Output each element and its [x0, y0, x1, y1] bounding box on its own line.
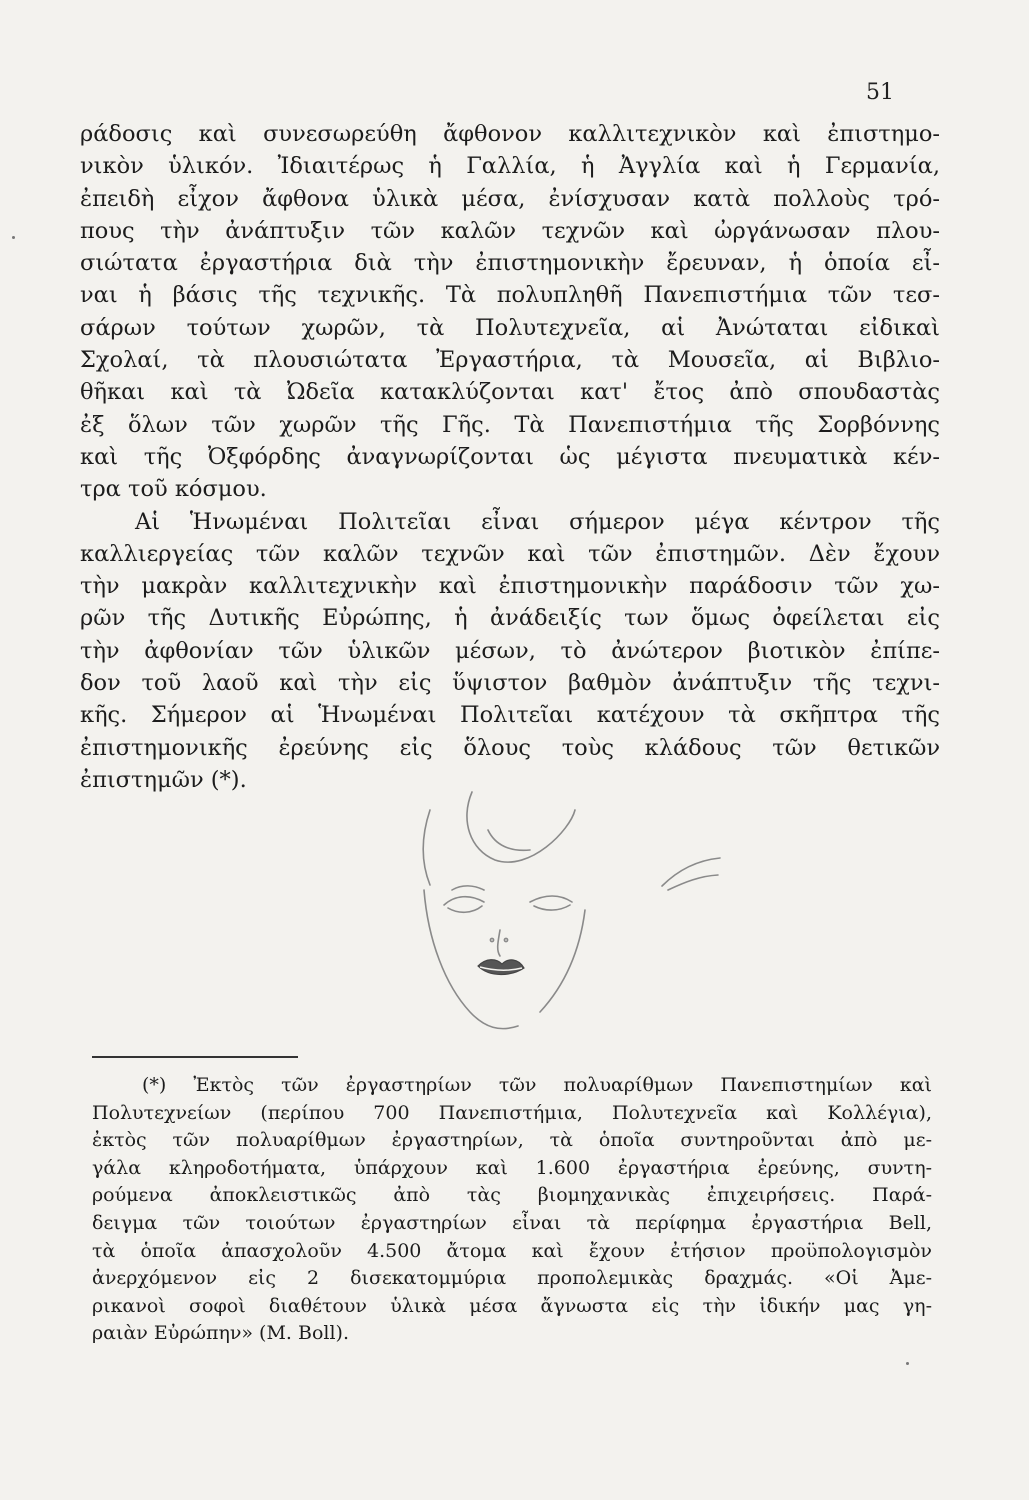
body-line: δον τοῦ λαοῦ καὶ τὴν εἰς ὕψιστον βαθμὸν ἀνάπτυξιν τῆς τεχνι-: [80, 670, 940, 697]
body-line: ἐπειδὴ εἶχον ἄφθονα ὑλικὰ μέσα, ἐνίσχυσαν κατὰ πολλοὺς τρό-: [80, 185, 940, 212]
face-sketch-drawing: [400, 790, 730, 1050]
body-line: τρα τοῦ κόσμου.: [80, 476, 267, 503]
body-line: ναι ἡ βάσις τῆς τεχνικῆς. Τὰ πολυπληθῆ Πανεπιστήμια τῶν τεσ-: [80, 282, 940, 309]
body-line: ἐξ ὅλων τῶν χωρῶν τῆς Γῆς. Τὰ Πανεπιστήμια τῆς Σορβόννης: [80, 411, 940, 438]
footnote-line: ρικανοὶ σοφοὶ διαθέτουν ὑλικὰ μέσα ἄγνωστα εἰς τὴν ἰδικήν μας γη-: [92, 1294, 932, 1317]
footnote-line: ἐκτὸς τῶν πολυαρίθμων ἐργαστηρίων, τὰ ὁποῖα συντηροῦνται ἀπὸ με-: [92, 1129, 932, 1152]
body-line: σιώτατα ἐργαστήρια διὰ τὴν ἐπιστημονικὴν ἔρευναν, ἡ ὁποία εἶ-: [80, 250, 940, 277]
body-line: Αἱ Ἡνωμέναι Πολιτεῖαι εἶναι σήμερον μέγα κέντρον τῆς: [135, 508, 940, 535]
body-line: καὶ τῆς Ὀξφόρδης ἀναγνωρίζονται ὡς μέγιστα πνευματικὰ κέν-: [80, 443, 940, 470]
footnote-divider: [92, 1056, 298, 1058]
body-line: τὴν ἀφθονίαν τῶν ὑλικῶν μέσων, τὸ ἀνώτερον βιοτικὸν ἐπίπε-: [80, 637, 940, 664]
body-line: πους τὴν ἀνάπτυξιν τῶν καλῶν τεχνῶν καὶ ὠργάνωσαν πλου-: [80, 217, 940, 244]
footnote-line: (*) Ἐκτὸς τῶν ἐργαστηρίων τῶν πολυαρίθμων Πανεπιστημίων καὶ: [142, 1074, 932, 1096]
footnote-line: ἀνερχόμενον εἰς 2 δισεκατομμύρια προπολεμικὰς δραχμάς. «Οἱ Ἀμε-: [92, 1267, 932, 1290]
body-line: ρῶν τῆς Δυτικῆς Εὐρώπης, ἡ ἀνάδειξίς των ὅμως ὀφείλεται εἰς: [80, 605, 940, 632]
body-line: ράδοσις καὶ συνεσωρεύθη ἄφθονον καλλιτεχνικὸν καὶ ἐπιστημο-: [80, 121, 940, 147]
body-line: κῆς. Σήμερον αἱ Ἡνωμέναι Πολιτεῖαι κατέχουν τὰ σκῆπτρα τῆς: [80, 702, 940, 729]
paper-speck: [12, 236, 15, 239]
body-line: Σχολαί, τὰ πλουσιώτατα Ἐργαστήρια, τὰ Μουσεῖα, αἱ Βιβλιο-: [80, 347, 940, 374]
footnote-line: τὰ ὁποῖα ἀπασχολοῦν 4.500 ἄτομα καὶ ἔχουν ἐτήσιον προϋπολογισμὸν: [92, 1239, 932, 1262]
footnote: [92, 1072, 932, 1348]
body-line: ἐπιστημῶν (*).: [80, 766, 247, 793]
body-line: θῆκαι καὶ τὰ Ὠδεῖα κατακλύζονται κατ' ἔτος ἀπὸ σπουδαστὰς: [80, 379, 940, 406]
body-line: σάρων τούτων χωρῶν, τὰ Πολυτεχνεῖα, αἱ Ἀνώταται εἰδικαὶ: [80, 314, 940, 341]
footnote-line: ραιὰν Εὐρώπην» (M. Boll).: [92, 1322, 349, 1345]
body-text: [80, 118, 940, 796]
body-line: ἐπιστημονικῆς ἐρεύνης εἰς ὅλους τοὺς κλάδους τῶν θετικῶν: [80, 734, 940, 761]
footnote-line: γάλα κληροδοτήματα, ὑπάρχουν καὶ 1.600 ἐργαστήρια ἐρεύνης, συντη-: [92, 1156, 932, 1179]
page-number: 51: [866, 80, 894, 105]
body-line: τὴν μακρὰν καλλιτεχνικὴν καὶ ἐπιστημονικὴν παράδοσιν τῶν χω-: [80, 573, 940, 600]
footnote-line: Πολυτεχνείων (περίπου 700 Πανεπιστήμια, Πολυτεχνεῖα καὶ Κολλέγια),: [92, 1101, 932, 1124]
footnote-line: ρούμενα ἀποκλειστικῶς ἀπὸ τὰς βιομηχανικὰς ἐπιχειρήσεις. Παρά-: [92, 1184, 932, 1207]
footnote-line: δειγμα τῶν τοιούτων ἐργαστηρίων εἶναι τὰ περίφημα ἐργαστήρια Bell,: [92, 1211, 932, 1234]
body-line: καλλιεργείας τῶν καλῶν τεχνῶν καὶ τῶν ἐπιστημῶν. Δὲν ἔχουν: [80, 540, 940, 567]
body-line: νικὸν ὑλικόν. Ἰδιαιτέρως ἡ Γαλλία, ἡ Ἀγγλία καὶ ἡ Γερμανία,: [80, 153, 940, 180]
paper-speck: [906, 1362, 909, 1365]
